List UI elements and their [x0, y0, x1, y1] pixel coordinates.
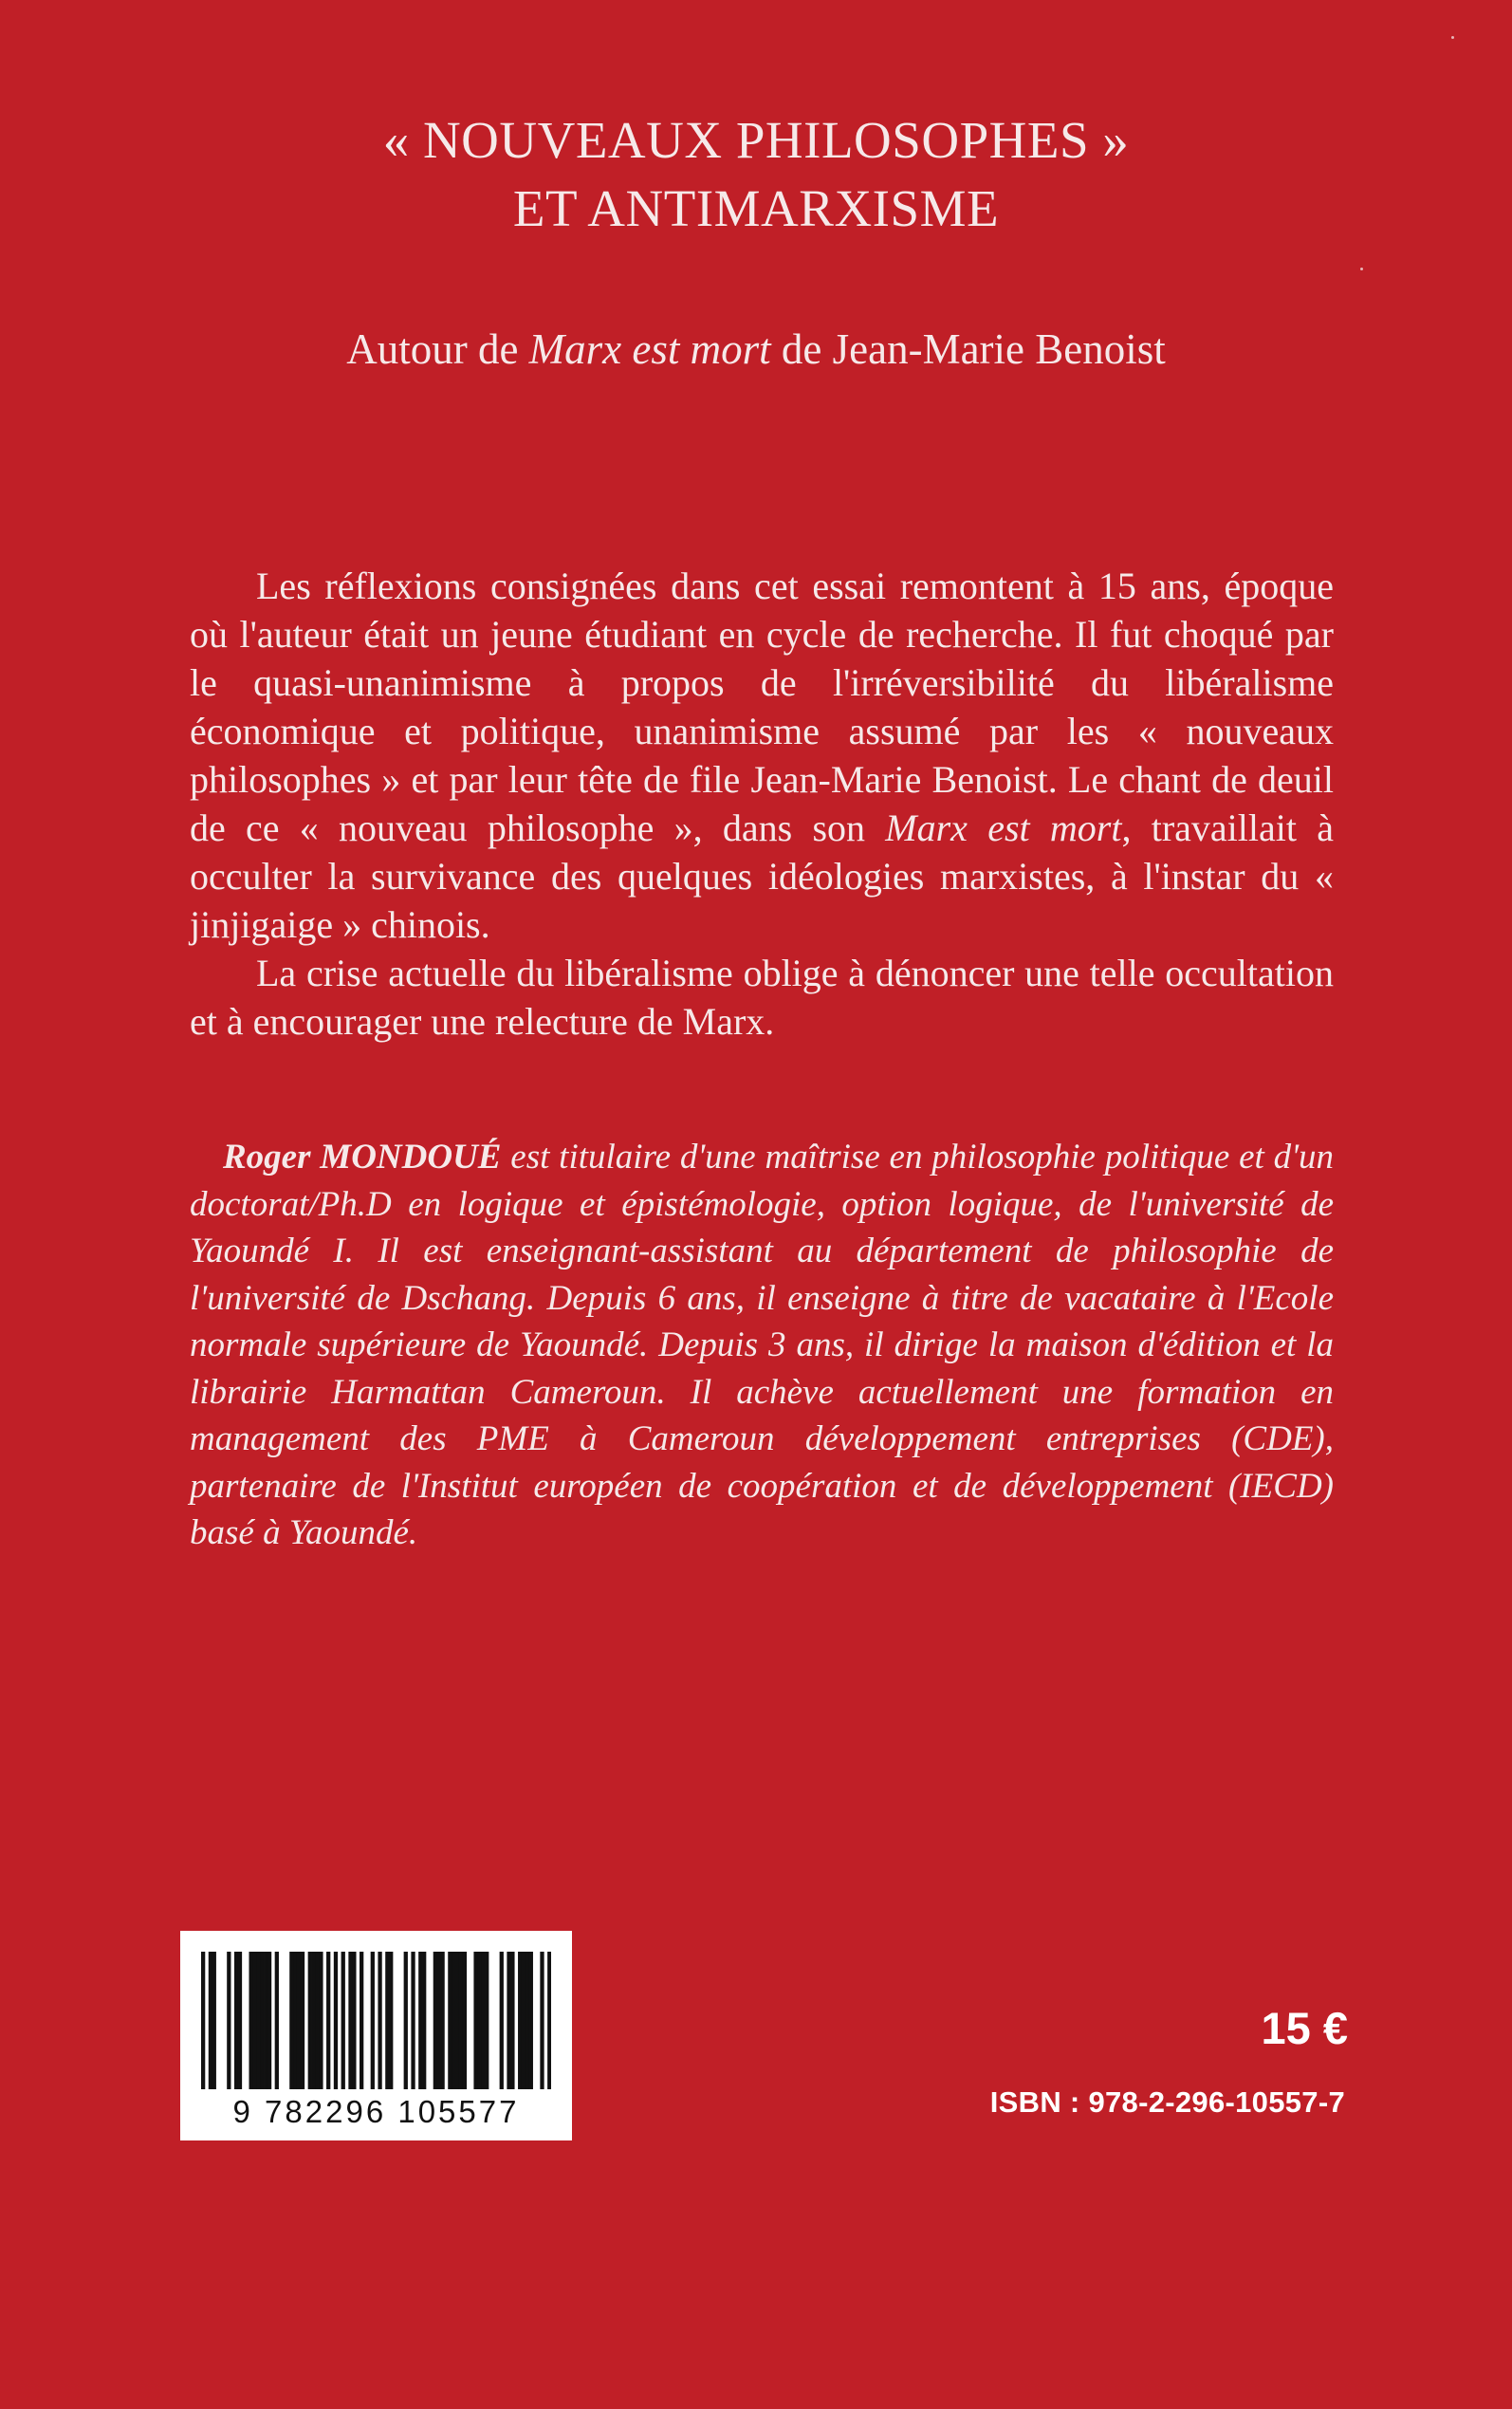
barcode-bar	[473, 1952, 477, 2089]
subtitle-prefix: Autour de	[346, 325, 529, 373]
barcode-bar	[360, 1952, 363, 2089]
summary-paragraph-2: La crise actuelle du libéralisme oblige à dénoncer une telle occultation et à encourager une relecture de Marx.	[190, 952, 1334, 1043]
subtitle-work-title: Marx est mort	[528, 325, 771, 373]
barcode-bar	[481, 1952, 485, 2089]
author-bio	[190, 1134, 1334, 1557]
barcode-bar	[348, 1952, 352, 2089]
price: 15 €	[1261, 2003, 1348, 2053]
barcode-bar	[315, 1952, 319, 2089]
barcode-bar	[264, 1952, 267, 2089]
barcode-bar	[201, 1952, 205, 2089]
barcode-bar	[455, 1952, 459, 2089]
summary-text-part-2: , travaillait à occulter la survivance des quelques idéologies marxistes, à l'instar du « jinjigaige » chinois.	[190, 806, 1335, 946]
barcode-bar	[518, 1952, 522, 2089]
barcode-bar	[378, 1952, 381, 2089]
barcode-bar	[485, 1952, 489, 2089]
barcode-bar	[326, 1952, 330, 2089]
barcode-bar	[301, 1952, 304, 2089]
barcode-bar	[249, 1952, 252, 2089]
barcode-bar	[319, 1952, 323, 2089]
barcode-bar	[209, 1952, 212, 2089]
author-bio-text: est titulaire d'une maîtrise en philosophie politique et d'un doctorat/Ph.D en logique et épistémologie, option logique, de l'université de Yaoundé I. Il est enseignant-assistant au département de philosophie de l'université de Dschang. Depuis 6 ans, il enseigne à titre de vacataire à l'Ecole normale supérieure de Yaoundé. Depuis 3 ans, il dirige la maison d'édition et la librairie Harmattan Cameroun. Il achève actuellement une formation en management des PME à Cameroun développement entreprises (CDE), partenaire de l'Institut européen de coopération et de développement (IECD) basé à Yaoundé.	[190, 1138, 1334, 1552]
barcode-bar	[411, 1952, 415, 2089]
barcode-bar	[437, 1952, 441, 2089]
isbn: ISBN : 978-2-296-10557-7	[989, 2085, 1345, 2119]
barcode	[180, 1931, 572, 2140]
barcode-bar	[540, 1952, 544, 2089]
author-name: Roger MONDOUÉ	[223, 1138, 502, 1177]
summary-text-part-1: Les réflexions consignées dans cet essai remontent à 15 ans, époque où l'auteur était un jeune étudiant en cycle de recherche. Il fut choqué par le quasi-unanimisme à propos de l'irréversibilité du libéralisme économique et politique, unanimisme assumé par les « nouveaux philosophes » et par leur tête de file Jean-Marie Benoist. Le chant de deuil de ce « nouveau philosophe », dans son	[190, 565, 1334, 849]
barcode-bar	[422, 1952, 426, 2089]
barcode-bar	[404, 1952, 408, 2089]
barcode-bar	[526, 1952, 529, 2089]
title-line-2: ET ANTIMARXISME	[512, 179, 1000, 237]
summary-work-title: Marx est mort	[885, 806, 1122, 849]
barcode-bar	[385, 1952, 389, 2089]
barcode-bar	[459, 1952, 463, 2089]
barcode-bar	[510, 1952, 514, 2089]
barcode-bar	[522, 1952, 526, 2089]
barcode-bar	[433, 1952, 437, 2089]
barcode-bar	[500, 1952, 504, 2089]
barcode-bar	[256, 1952, 260, 2089]
summary-paragraph-1	[190, 562, 1334, 949]
barcode-bar	[440, 1952, 444, 2089]
barcode-bar	[477, 1952, 481, 2089]
barcode-bar	[418, 1952, 422, 2089]
barcode-bar	[352, 1952, 356, 2089]
barcode-bar	[267, 1952, 271, 2089]
barcode-bars	[201, 1952, 551, 2089]
barcode-bar	[448, 1952, 452, 2089]
book-summary	[190, 562, 1334, 1046]
barcode-bar	[312, 1952, 316, 2089]
barcode-bar	[389, 1952, 393, 2089]
barcode-bar	[308, 1952, 312, 2089]
barcode-bar	[234, 1952, 238, 2089]
barcode-bar	[238, 1952, 242, 2089]
barcode-bar	[452, 1952, 455, 2089]
print-speck	[1360, 268, 1363, 270]
barcode-digits: 9 782296 105577	[232, 2094, 520, 2129]
barcode-bar	[289, 1952, 293, 2089]
barcode-bar	[227, 1952, 230, 2089]
barcode-bar	[341, 1952, 345, 2089]
book-title	[0, 106, 1512, 243]
barcode-bar	[529, 1952, 533, 2089]
barcode-bar	[260, 1952, 264, 2089]
barcode-bar	[212, 1952, 216, 2089]
barcode-bar	[275, 1952, 279, 2089]
book-subtitle	[0, 321, 1512, 378]
barcode-bar	[297, 1952, 301, 2089]
subtitle-suffix: de Jean-Marie Benoist	[770, 325, 1166, 373]
barcode-bar	[547, 1952, 551, 2089]
barcode-bar	[252, 1952, 256, 2089]
title-line-1: « NOUVEAUX PHILOSOPHES »	[382, 111, 1130, 169]
barcode-bar	[371, 1952, 375, 2089]
barcode-bar	[334, 1952, 338, 2089]
barcode-bar	[293, 1952, 297, 2089]
barcode-bar	[507, 1952, 510, 2089]
print-speck	[1451, 36, 1454, 39]
barcode-bar	[463, 1952, 467, 2089]
